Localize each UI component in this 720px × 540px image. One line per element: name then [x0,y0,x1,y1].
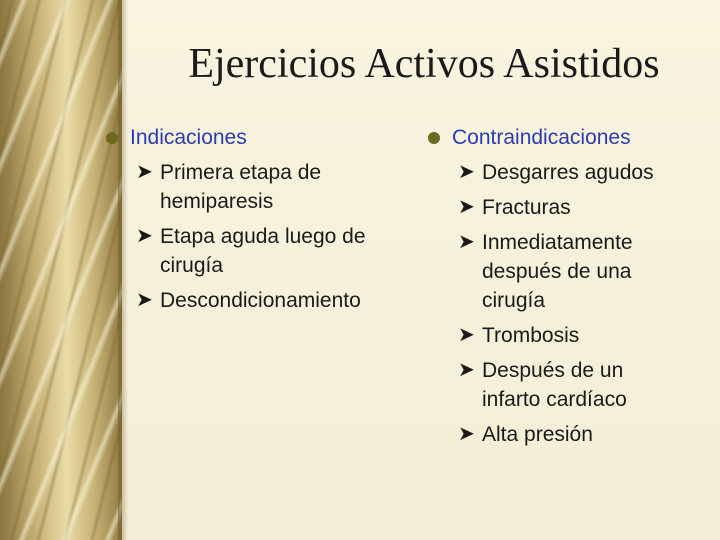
item-line: después de una [482,260,632,283]
arrowhead-bullet-icon: ➤ [458,196,475,218]
decorative-gold-stripe [0,0,122,540]
indications-column [106,122,426,321]
list-item [458,158,720,187]
arrowhead-bullet-icon: ➤ [458,231,475,253]
item-line: Desgarres agudos [482,161,654,184]
item-line: Descondicionamiento [160,289,361,312]
arrowhead-bullet-icon: ➤ [458,161,475,183]
list-item [458,356,720,414]
indications-list [106,158,426,315]
indications-heading-text: Indicaciones [130,126,247,149]
contraindications-heading-text: Contraindicaciones [452,126,631,149]
item-line: Después de un [482,359,624,382]
indications-heading [106,122,426,154]
list-item [136,158,426,216]
item-line: Alta presión [482,423,593,446]
circle-bullet-icon [428,132,440,144]
contraindications-heading [428,122,720,154]
contraindications-column [428,122,720,455]
item-line: Inmediatamente [482,231,633,254]
contraindications-list [428,158,720,449]
item-line: Etapa aguda luego de [160,225,366,248]
item-line: cirugía [160,254,224,277]
item-line: Fracturas [482,196,571,219]
list-item [136,286,426,315]
list-item [458,228,720,315]
arrowhead-bullet-icon: ➤ [136,289,153,311]
item-line: Primera etapa de [160,161,322,184]
item-line: hemiparesis [160,190,274,213]
list-item [136,222,426,280]
arrowhead-bullet-icon: ➤ [458,324,475,346]
arrowhead-bullet-icon: ➤ [136,161,153,183]
item-line: Trombosis [482,324,580,347]
list-item [458,420,720,449]
arrowhead-bullet-icon: ➤ [136,225,153,247]
item-line: infarto cardíaco [482,388,627,411]
arrowhead-bullet-icon: ➤ [458,423,475,445]
arrowhead-bullet-icon: ➤ [458,359,475,381]
list-item [458,321,720,350]
item-line: cirugía [482,289,546,312]
list-item [458,193,720,222]
circle-bullet-icon [106,132,118,144]
slide-title: Ejercicios Activos Asistidos [188,41,660,87]
